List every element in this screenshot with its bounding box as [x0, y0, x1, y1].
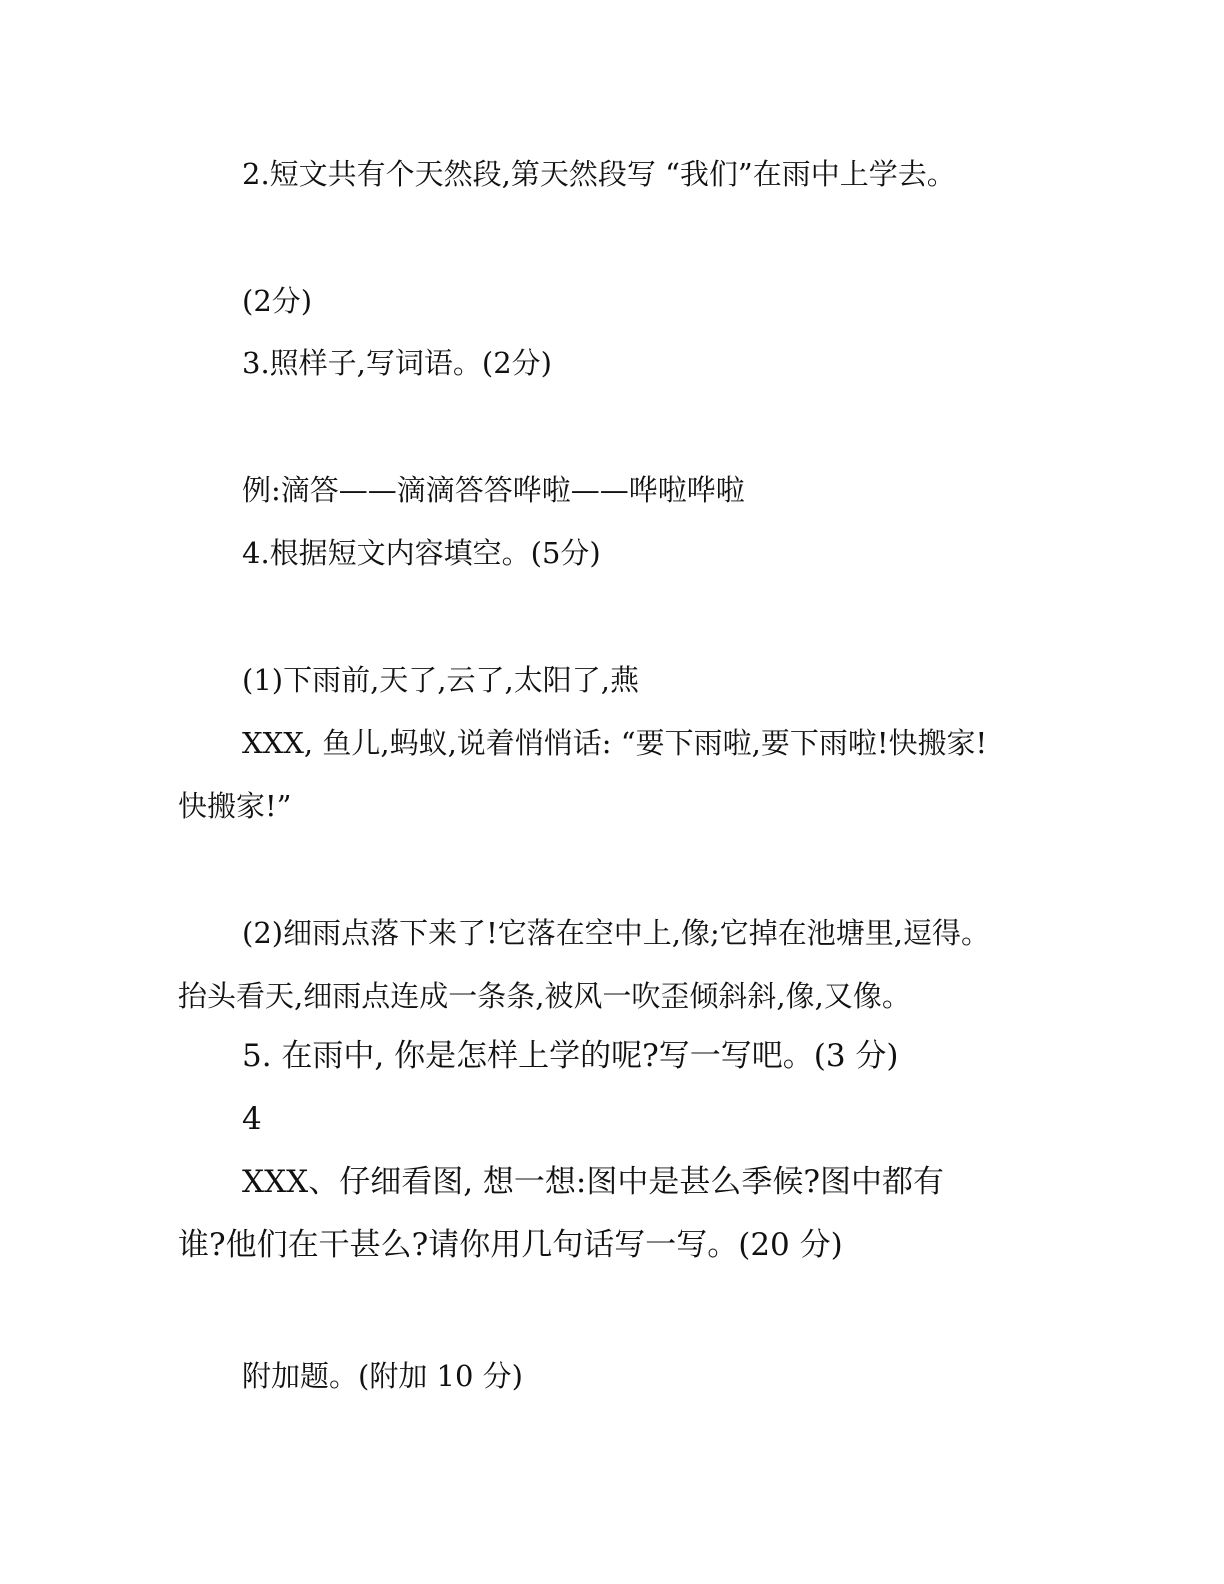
bonus-question-heading: 附加题。(附加 10 分) — [242, 1359, 523, 1393]
question-4-part-1-end: 快搬家!” — [178, 789, 292, 823]
section-number: 4 — [242, 1101, 262, 1137]
question-3-text: 3.照样子,写词语。(2分) — [242, 346, 552, 380]
question-4-part-1: (1)下雨前,天了,云了,太阳了,燕 — [242, 663, 639, 697]
picture-writing-prompt: XXX、仔细看图, 想一想:图中是甚么季候?图中都有 — [242, 1164, 944, 1200]
question-4-part-2-continued: 抬头看天,细雨点连成一条条,被风一吹歪倾斜斜,像,又像。 — [178, 979, 911, 1013]
picture-writing-prompt-continued: 谁?他们在干甚么?请你用几句话写一写。(20 分) — [178, 1227, 843, 1263]
question-2-text: 2.短文共有个天然段,第天然段写 “我们”在雨中上学去。 — [242, 157, 956, 191]
question-4-part-2: (2)细雨点落下来了!它落在空中上,像;它掉在池塘里,逗得。 — [242, 916, 990, 950]
question-3-example: 例:滴答——滴滴答答哗啦——哗啦哗啦 — [242, 473, 745, 507]
question-2-score: (2分) — [242, 284, 313, 318]
question-5-text: 5. 在雨中, 你是怎样上学的呢?写一写吧。(3 分) — [242, 1038, 899, 1074]
question-4-part-1-continued: XXX, 鱼儿,蚂蚁,说着悄悄话: “要下雨啦,要下雨啦!快搬家! — [242, 726, 988, 760]
question-4-text: 4.根据短文内容填空。(5分) — [242, 536, 601, 570]
